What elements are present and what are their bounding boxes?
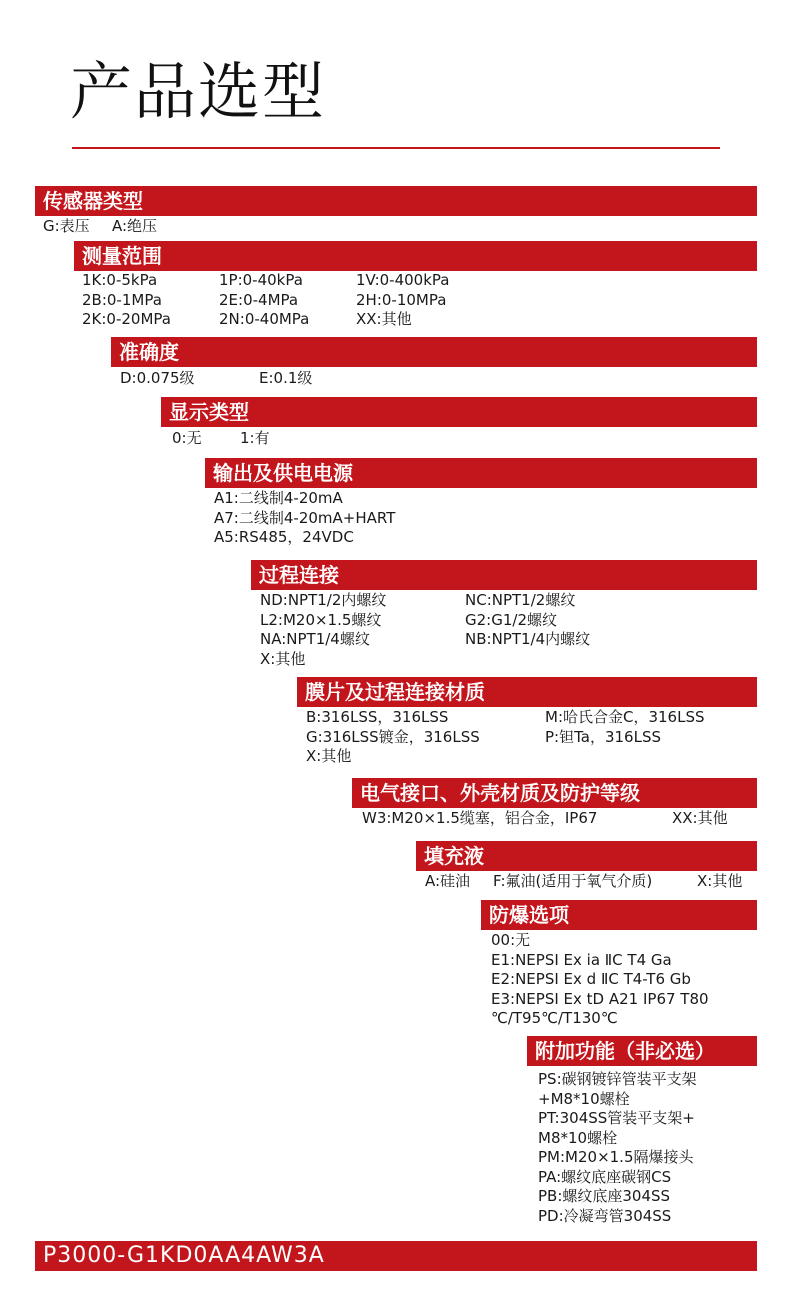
option-range: 2E:0-4MPa	[219, 290, 299, 309]
title-divider	[72, 147, 720, 149]
option-extra: +M8*10螺栓	[538, 1089, 630, 1108]
option-display-1: 1:有	[240, 429, 270, 447]
explosion-options	[491, 931, 709, 1029]
process-row	[260, 611, 590, 631]
option-output: A5:RS485，24VDC	[214, 528, 354, 546]
option-range: 2B:0-1MPa	[82, 290, 162, 309]
range-options	[82, 271, 449, 330]
option-extra: M8*10螺栓	[538, 1128, 618, 1147]
option-process: NB:NPT1/4内螺纹	[465, 630, 591, 648]
section-header-accuracy: 准确度	[111, 337, 757, 367]
section-header-sensor-type: 传感器类型	[35, 186, 757, 216]
option-range: 2H:0-10MPa	[356, 290, 447, 309]
option-process: G2:G1/2螺纹	[465, 610, 557, 629]
option-output: A1:二线制4-20mA	[214, 489, 343, 507]
option-process: X:其他	[260, 649, 306, 668]
option-diaphragm: G:316LSS镀金，316LSS	[306, 727, 480, 746]
option-electrical-xx: XX:其他	[672, 809, 728, 827]
diaphragm-row	[306, 747, 705, 767]
option-extra: PM:M20×1.5隔爆接头	[538, 1148, 694, 1166]
accuracy-options	[120, 369, 312, 389]
option-sensor-type-a: A:绝压	[112, 217, 158, 235]
option-diaphragm: X:其他	[306, 747, 352, 765]
option-extra: PD:冷凝弯管304SS	[538, 1206, 672, 1225]
display-options	[172, 429, 270, 449]
extras-options	[538, 1070, 697, 1226]
option-fill-a: A:硅油	[425, 872, 471, 890]
option-range: 1K:0-5kPa	[82, 271, 158, 289]
range-row	[82, 271, 449, 291]
page-title: 产品选型	[70, 55, 327, 128]
section-header-explosion: 防爆选项	[481, 900, 757, 930]
diaphragm-row	[306, 708, 705, 728]
diaphragm-options	[306, 708, 705, 767]
range-row	[82, 310, 449, 330]
option-explosion: 00:无	[491, 931, 531, 949]
model-code-bar: P3000-G1KD0AA4AW3A	[35, 1241, 757, 1271]
section-header-extras: 附加功能（非必选）	[527, 1036, 757, 1066]
fill-options	[425, 872, 742, 892]
option-range: 1V:0-400kPa	[356, 271, 450, 289]
option-diaphragm: B:316LSS，316LSS	[306, 708, 449, 726]
option-explosion: E2:NEPSI Ex d ⅡC T4-T6 Gb	[491, 970, 691, 988]
option-range: 1P:0-40kPa	[219, 271, 303, 289]
section-header-fill: 填充液	[416, 841, 757, 871]
process-options	[260, 591, 590, 669]
process-row	[260, 591, 590, 611]
option-process: ND:NPT1/2内螺纹	[260, 591, 387, 609]
option-electrical-w3: W3:M20×1.5缆塞，铝合金，IP67	[362, 809, 598, 827]
process-row	[260, 630, 590, 650]
section-header-electrical: 电气接口、外壳材质及防护等级	[352, 778, 757, 808]
option-diaphragm: P:钽Ta，316LSS	[545, 727, 662, 746]
section-header-output: 输出及供电电源	[205, 458, 757, 488]
option-display-0: 0:无	[172, 429, 202, 447]
section-header-diaphragm: 膜片及过程连接材质	[297, 677, 757, 707]
option-accuracy-e: E:0.1级	[259, 369, 313, 387]
option-extra: PS:碳钢镀锌管装平支架	[538, 1070, 697, 1088]
range-row	[82, 291, 449, 311]
option-extra: PT:304SS管装平支架+	[538, 1109, 695, 1127]
electrical-options	[362, 809, 728, 829]
option-process: NA:NPT1/4螺纹	[260, 630, 370, 648]
sensor-type-options	[43, 217, 157, 237]
option-diaphragm: M:哈氏合金C，316LSS	[545, 708, 705, 726]
section-header-display: 显示类型	[161, 397, 757, 427]
option-sensor-type-g: G:表压	[43, 217, 90, 235]
option-range: 2N:0-40MPa	[219, 310, 310, 328]
output-options	[214, 489, 395, 548]
option-extra: PB:螺纹底座304SS	[538, 1187, 671, 1205]
option-extra: PA:螺纹底座碳钢CS	[538, 1167, 672, 1186]
option-explosion: E3:NEPSI Ex tD A21 IP67 T80	[491, 989, 709, 1008]
process-row	[260, 650, 590, 670]
option-explosion: ℃/T95℃/T130℃	[491, 1009, 618, 1027]
section-header-process: 过程连接	[251, 560, 757, 590]
option-process: L2:M20×1.5螺纹	[260, 610, 382, 629]
option-range: XX:其他	[356, 310, 412, 328]
option-output: A7:二线制4-20mA+HART	[214, 508, 396, 527]
option-accuracy-d: D:0.075级	[120, 369, 195, 387]
diaphragm-row	[306, 728, 705, 748]
option-explosion: E1:NEPSI Ex ia ⅡC T4 Ga	[491, 950, 672, 969]
option-process: NC:NPT1/2螺纹	[465, 591, 576, 609]
option-range: 2K:0-20MPa	[82, 310, 171, 328]
option-fill-x: X:其他	[697, 872, 743, 890]
section-header-range: 测量范围	[74, 241, 757, 271]
option-fill-f: F:氟油(适用于氧气介质)	[493, 872, 653, 890]
